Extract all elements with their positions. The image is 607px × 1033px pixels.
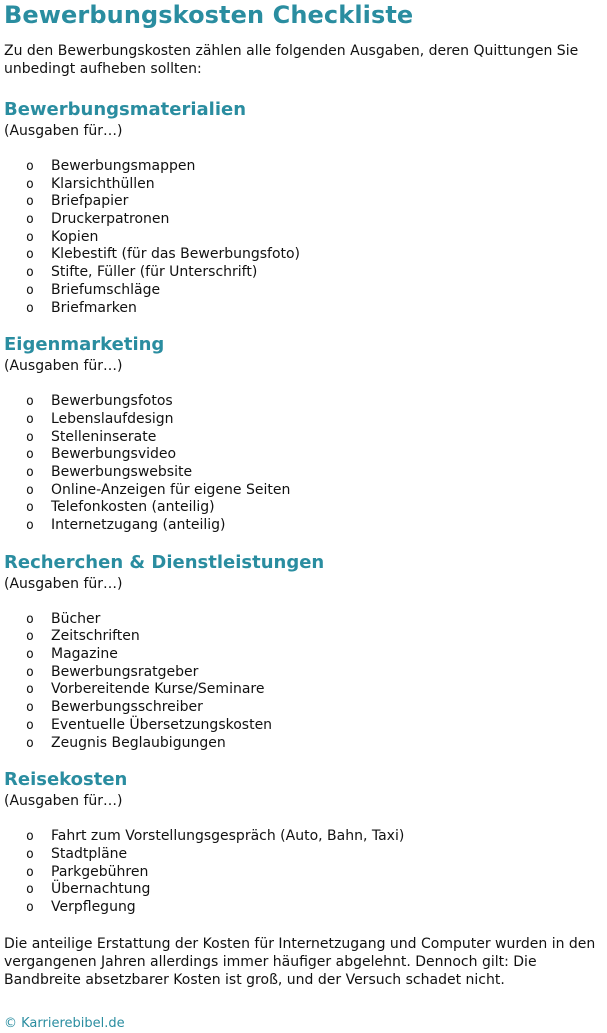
- bullet-icon: o: [26, 846, 34, 862]
- bullet-icon: o: [26, 717, 34, 733]
- list-item-label: Zeitschriften: [51, 628, 140, 645]
- bullet-icon: o: [26, 247, 34, 263]
- bullet-icon: o: [26, 429, 34, 445]
- list-item-label: Internetzugang (anteilig): [51, 517, 226, 533]
- checklist: [4, 393, 604, 535]
- list-item-label: Bewerbungsschreiber: [51, 699, 203, 716]
- list-item: [4, 664, 604, 682]
- list-item: [4, 628, 604, 646]
- section-eigenmarketing: [4, 333, 604, 535]
- list-item-label: Eventuelle Übersetzungskosten: [51, 716, 273, 733]
- bullet-icon: o: [26, 265, 34, 281]
- list-item-label: Druckerpatronen: [51, 211, 170, 228]
- bullet-icon: o: [26, 194, 34, 210]
- section-heading: Bewerbungsmaterialien: [4, 99, 247, 120]
- bullet-icon: o: [26, 176, 34, 192]
- list-item-label: Verpflegung: [51, 898, 136, 915]
- bullet-icon: o: [26, 611, 34, 627]
- list-item-label: Bewerbungsmappen: [51, 158, 196, 174]
- list-item: [4, 611, 604, 629]
- list-item: [4, 881, 604, 899]
- bullet-icon: o: [26, 700, 34, 716]
- list-item-label: Bewerbungsratgeber: [51, 663, 199, 680]
- list-item-label: Stifte, Füller (für Unterschrift): [51, 264, 258, 281]
- bullet-icon: o: [26, 229, 34, 245]
- list-item: [4, 246, 604, 264]
- bullet-icon: o: [26, 212, 34, 228]
- section-bewerbungsmaterialien: [4, 98, 604, 317]
- list-item-label: Lebenslaufdesign: [51, 410, 174, 427]
- section-heading: Reisekosten: [4, 769, 128, 791]
- list-item-label: Bewerbungswebsite: [51, 463, 193, 480]
- bullet-icon: o: [26, 682, 34, 698]
- list-item-label: Magazine: [51, 646, 118, 663]
- list-item-label: Bewerbungsfotos: [51, 393, 173, 410]
- page-title: Bewerbungskosten Checkliste: [4, 1, 414, 29]
- list-item-label: Parkgebühren: [51, 863, 149, 880]
- bullet-icon: o: [26, 882, 34, 898]
- list-item-label: Telefonkosten (anteilig): [51, 499, 215, 516]
- bullet-icon: o: [26, 664, 34, 680]
- list-item: [4, 482, 604, 500]
- bullet-icon: o: [26, 300, 34, 316]
- bullet-icon: o: [26, 864, 34, 880]
- bullet-icon: o: [26, 482, 34, 498]
- list-item-label: Kopien: [51, 228, 99, 245]
- list-item-label: Klebestift (für das Bewerbungsfoto): [51, 246, 301, 263]
- list-item: [4, 681, 604, 699]
- list-item: [4, 300, 604, 318]
- bullet-icon: o: [26, 159, 34, 174]
- list-item: [4, 735, 604, 753]
- closing-paragraph: Die anteilige Erstattung der Kosten für Internetzugang und Computer wurden in den vergangenen Jahren allerdings immer häufiger abgelehnt. Dennoch gilt: Die Bandbreite absetzbarer Kosten ist groß, und der Versuch schadet nicht.: [4, 935, 596, 988]
- list-item: [4, 229, 604, 247]
- list-item-label: Online-Anzeigen für eigene Seiten: [51, 481, 291, 498]
- section-recherchen-dienstleistungen: [4, 551, 604, 753]
- bullet-icon: o: [26, 500, 34, 516]
- section-subtitle: (Ausgaben für…): [4, 575, 123, 592]
- bullet-icon: o: [26, 447, 34, 463]
- list-item: [4, 828, 604, 846]
- checklist: [4, 611, 604, 753]
- list-item: [4, 211, 604, 229]
- list-item: [4, 717, 604, 735]
- list-item: [4, 176, 604, 194]
- list-item-label: Übernachtung: [51, 881, 151, 898]
- bullet-icon: o: [26, 282, 34, 298]
- bullet-icon: o: [26, 394, 34, 410]
- list-item-label: Stadtpläne: [51, 845, 128, 862]
- section-subtitle: (Ausgaben für…): [4, 793, 123, 810]
- list-item: [4, 899, 604, 917]
- list-item: [4, 464, 604, 482]
- list-item: [4, 393, 604, 411]
- intro-paragraph: Zu den Bewerbungskosten zählen alle folgenden Ausgaben, deren Quittungen Sie unbedingt aufheben sollten:: [4, 43, 579, 77]
- list-item: [4, 264, 604, 282]
- list-item: [4, 499, 604, 517]
- list-item: [4, 699, 604, 717]
- list-item-label: Klarsichthüllen: [51, 175, 155, 192]
- list-item: [4, 429, 604, 447]
- list-item-label: Stelleninserate: [51, 428, 157, 445]
- bullet-icon: o: [26, 464, 34, 480]
- list-item-label: Briefumschläge: [51, 281, 161, 298]
- section-heading: Recherchen & Dienstleistungen: [4, 551, 325, 573]
- bullet-icon: o: [26, 629, 34, 645]
- list-item: [4, 517, 604, 535]
- list-item: [4, 846, 604, 864]
- document-page: [4, 0, 604, 989]
- bullet-icon: o: [26, 899, 34, 915]
- list-item: [4, 193, 604, 211]
- bullet-icon: o: [26, 647, 34, 663]
- list-item-label: Bewerbungsvideo: [51, 446, 177, 463]
- section-subtitle: (Ausgaben für…): [4, 123, 123, 139]
- list-item-label: Vorbereitende Kurse/Seminare: [51, 681, 265, 698]
- list-item-label: Zeugnis Beglaubigungen: [51, 734, 226, 751]
- list-item: [4, 646, 604, 664]
- bullet-icon: o: [26, 735, 34, 751]
- bullet-icon: o: [26, 829, 34, 845]
- checklist: [4, 158, 604, 317]
- list-item: [4, 446, 604, 464]
- list-item: [4, 158, 604, 176]
- section-heading: Eigenmarketing: [4, 334, 165, 356]
- section-reisekosten: [4, 768, 604, 916]
- list-item-label: Bücher: [51, 610, 101, 627]
- list-item: [4, 411, 604, 429]
- list-item: [4, 282, 604, 300]
- list-item-label: Briefmarken: [51, 299, 137, 316]
- copyright-footer: © Karrierebibel.de: [4, 1016, 125, 1031]
- section-subtitle: (Ausgaben für…): [4, 358, 123, 375]
- bullet-icon: o: [26, 518, 34, 533]
- bullet-icon: o: [26, 411, 34, 427]
- list-item: [4, 864, 604, 882]
- list-item-label: Briefpapier: [51, 193, 129, 210]
- checklist: [4, 828, 604, 916]
- list-item-label: Fahrt zum Vorstellungsgespräch (Auto, Bahn, Taxi): [51, 828, 405, 845]
